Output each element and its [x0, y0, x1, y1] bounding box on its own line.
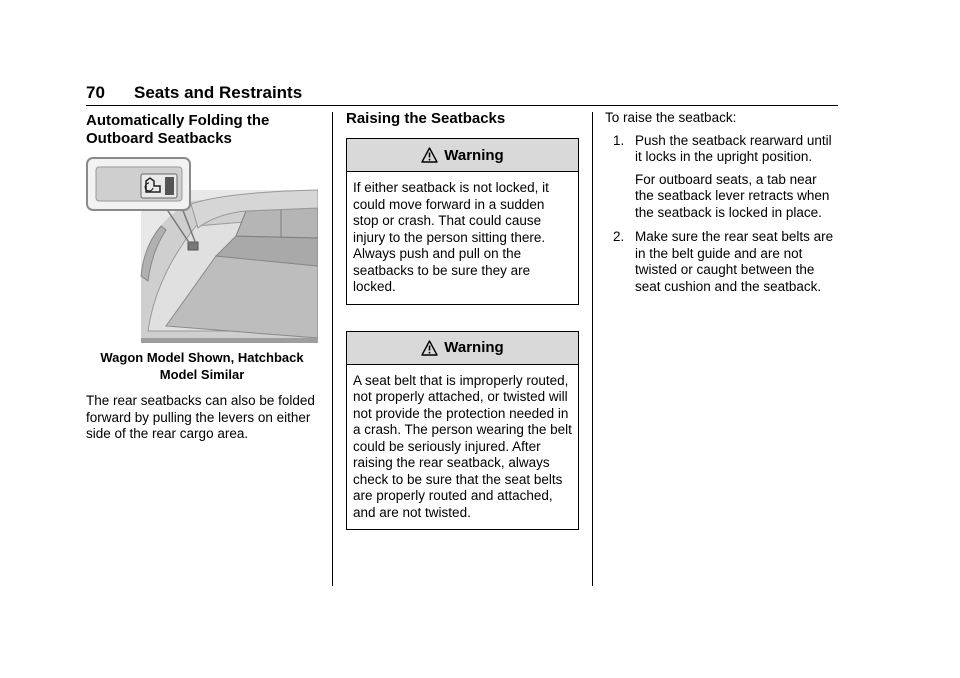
step-subtext: For outboard seats, a tab near the seatback lever retracts when the seatback is locked in place. [635, 171, 830, 220]
warning-title: Warning [444, 146, 504, 164]
column-1 [86, 112, 318, 443]
body-paragraph: The rear seatbacks can also be folded forward by pulling the levers on either side of the rear cargo area. [86, 393, 315, 441]
warning-triangle-icon [421, 147, 438, 163]
warning-box [346, 138, 579, 305]
subsection-heading: Raising the Seatbacks [346, 110, 506, 127]
warning-text: A seat belt that is improperly routed, not properly attached, or twisted will not provide the protection needed in a crash. The person wearing the belt could be seriously injured. After raising the rear seatback, always check to be sure that the seat belts are properly routed and attached, and are not twisted. [353, 372, 572, 520]
seat-fold-lever-icon [140, 173, 178, 199]
step-text: Push the seatback rearward until it locks in the upright position. [635, 132, 832, 164]
figure-caption: Wagon Model Shown, Hatchback Model Similar [100, 350, 304, 382]
page-header [86, 83, 838, 106]
column-2 [346, 110, 579, 530]
warning-title: Warning [444, 339, 504, 356]
warning-triangle-icon [421, 340, 438, 356]
cargo-area-illustration [86, 156, 318, 343]
step-item [605, 229, 839, 295]
step-number: 2. [613, 229, 625, 244]
column-divider [592, 112, 593, 586]
step-item [605, 133, 839, 222]
cargo-area-figure [86, 156, 318, 343]
subsection-heading: Automatically Folding the Outboard Seatbacks [86, 112, 270, 147]
page-number: 70 [86, 83, 105, 102]
column-divider [332, 112, 333, 586]
step-text: Make sure the rear seat belts are in the belt guide and are not twisted or caught between the seat cushion and the seatback. [635, 229, 834, 294]
warning-text: If either seatback is not locked, it could move forward in a sudden stop or crash. That could cause injury to the person sitting there. Always push and pull on the seatbacks to be sure they are locked. [353, 180, 549, 294]
column-3 [605, 110, 839, 295]
step-number: 1. [613, 132, 625, 148]
steps-intro: To raise the seatback: [605, 110, 737, 125]
warning-header [347, 139, 578, 172]
section-title: Seats and Restraints [134, 83, 303, 102]
warning-box [346, 331, 579, 531]
warning-header [347, 332, 578, 365]
